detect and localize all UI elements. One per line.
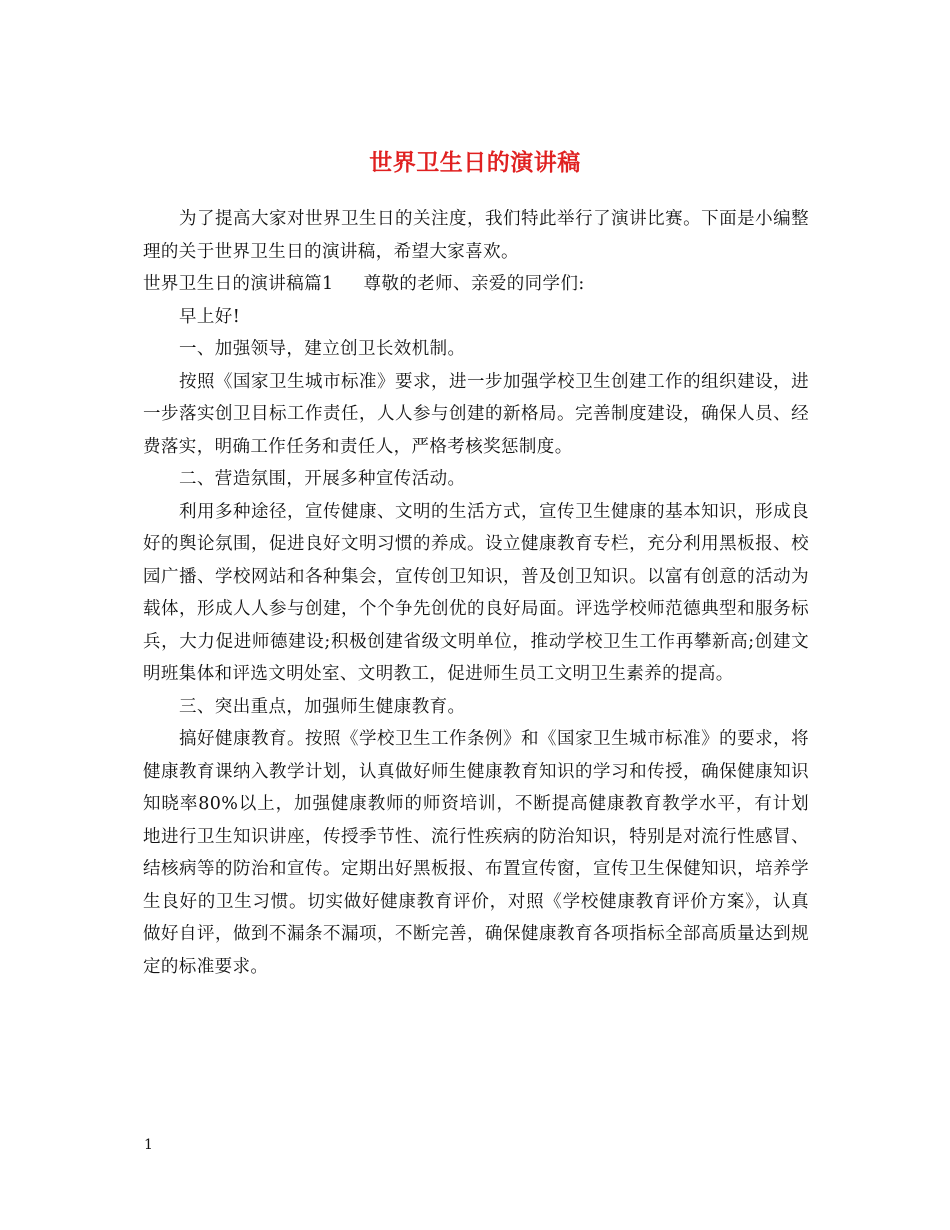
document-body <box>143 203 809 983</box>
heading-3: 三、突出重点，加强师生健康教育。 <box>179 696 466 717</box>
paragraph-2: 利用多种途径，宣传健康、文明的生活方式，宣传卫生健康的基本知识，形成良好的舆论氛围，促进良好文明习惯的养成。设立健康教育专栏，充分利用黑板报、校园广播、学校网站和各种集会，宣传创卫知识，普及创卫知识。以富有创意的活动为载体，形成人人参与创建，个个争先创优的良好局面。评选学校师范德典型和服务标兵，大力促进师德建设;积极创建省级文明单位，推动学校卫生工作再攀新高;创建文明班集体和评选文明处室、文明教工，促进师生员工文明卫生素养的提高。 <box>143 501 809 684</box>
paragraph-1: 按照《国家卫生城市标准》要求，进一步加强学校卫生创建工作的组织建设，进一步落实创卫目标工作责任，人人参与创建的新格局。完善制度建设，确保人员、经费落实，明确工作任务和责任人，严格考核奖惩制度。 <box>143 371 809 457</box>
heading-2: 二、营造氛围，开展多种宣传活动。 <box>179 469 466 489</box>
document-title: 世界卫生日的演讲稿 <box>369 149 581 177</box>
section-heading-line <box>143 268 809 301</box>
heading-1: 一、加强领导，建立创卫长效机制。 <box>179 339 466 359</box>
greeting: 早上好! <box>179 306 241 327</box>
intro-paragraph: 为了提高大家对世界卫生日的关注度，我们特此举行了演讲比赛。下面是小编整理的关于世界卫生日的演讲稿，希望大家喜欢。 <box>143 209 809 262</box>
salutation: 尊敬的老师、亲爱的同学们: <box>363 274 585 294</box>
page-number: 1 <box>144 1137 153 1153</box>
section-label: 世界卫生日的演讲稿篇1 <box>143 274 334 294</box>
paragraph-3: 搞好健康教育。按照《学校卫生工作条例》和《国家卫生城市标准》的要求，将健康教育课纳入教学计划，认真做好师生健康教育知识的学习和传授，确保健康知识知晓率80%以上，加强健康教师的师资培训，不断提高健康教育教学水平，有计划地进行卫生知识讲座，传授季节性、流行性疾病的防治知识，特别是对流行性感冒、结核病等的防治和宣传。定期出好黑板报、布置宣传窗，宣传卫生保健知识，培养学生良好的卫生习惯。切实做好健康教育评价，对照《学校健康教育评价方案》，认真做好自评，做到不漏条不漏项，不断完善，确保健康教育各项指标全部高质量达到规定的标准要求。 <box>143 729 809 977</box>
